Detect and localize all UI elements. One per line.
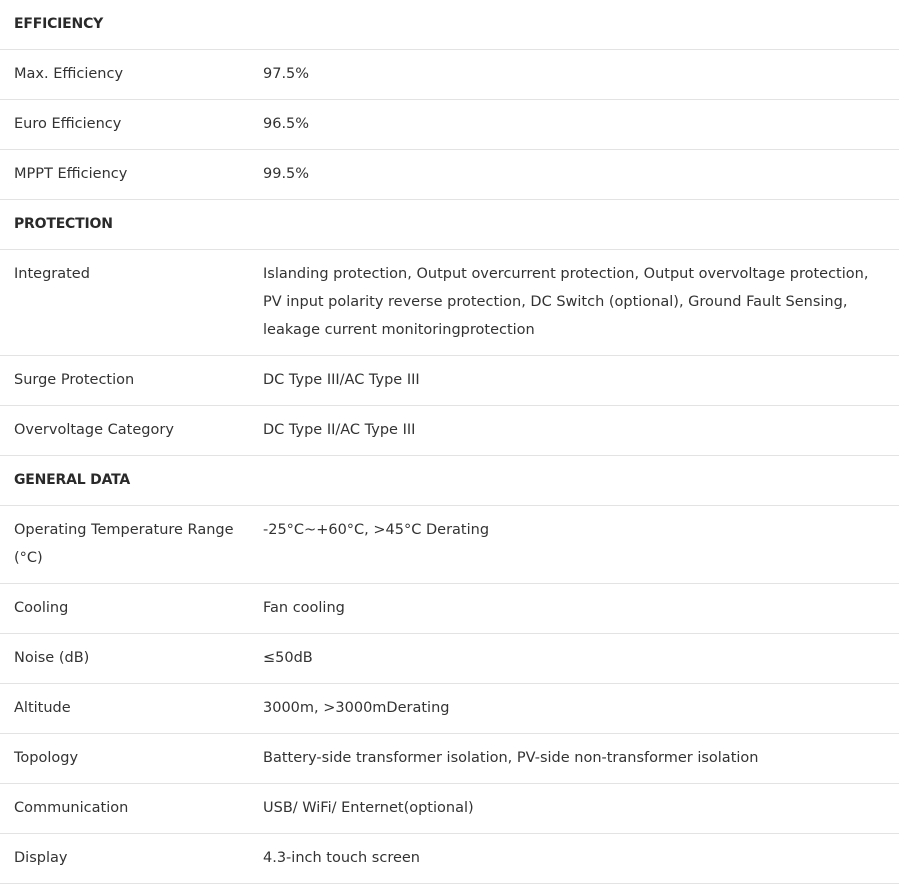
spec-label: Euro Efficiency: [0, 100, 249, 150]
spec-value: ≤50dB: [249, 634, 899, 684]
spec-value: 97.5%: [249, 50, 899, 100]
section-header-general-data: [0, 456, 899, 506]
table-row: [0, 684, 899, 734]
spec-label: Operating Temperature Range (°C): [0, 506, 249, 584]
spec-value: 3000m, >3000mDerating: [249, 684, 899, 734]
spec-value: 99.5%: [249, 150, 899, 200]
spec-value: Fan cooling: [249, 584, 899, 634]
table-row: [0, 834, 899, 884]
section-title: EFFICIENCY: [0, 0, 899, 50]
table-row: [0, 150, 899, 200]
section-title: GENERAL DATA: [0, 456, 899, 506]
spec-label: Max. Efficiency: [0, 50, 249, 100]
table-row: [0, 406, 899, 456]
spec-label: Overvoltage Category: [0, 406, 249, 456]
spec-value: DC Type III/AC Type III: [249, 356, 899, 406]
table-row: [0, 50, 899, 100]
table-row: [0, 734, 899, 784]
table-row: [0, 584, 899, 634]
section-header-protection: [0, 200, 899, 250]
spec-label: Altitude: [0, 684, 249, 734]
spec-label: Integrated: [0, 250, 249, 356]
spec-value: 4.3-inch touch screen: [249, 834, 899, 884]
section-header-efficiency: [0, 0, 899, 50]
table-row: [0, 634, 899, 684]
spec-label: Noise (dB): [0, 634, 249, 684]
table-row: [0, 100, 899, 150]
spec-label: Cooling: [0, 584, 249, 634]
table-row: [0, 506, 899, 584]
spec-value: Islanding protection, Output overcurrent protection, Output overvoltage protection, PV input polarity reverse protection, DC Switch (optional), Ground Fault Sensing, leakage current monitoringprotection: [249, 250, 899, 356]
section-title: PROTECTION: [0, 200, 899, 250]
spec-value: -25°C~+60°C, >45°C Derating: [249, 506, 899, 584]
spec-label: Topology: [0, 734, 249, 784]
table-row: [0, 356, 899, 406]
spec-value: 96.5%: [249, 100, 899, 150]
spec-label: Display: [0, 834, 249, 884]
spec-label: MPPT Efficiency: [0, 150, 249, 200]
spec-value: USB/ WiFi/ Enternet(optional): [249, 784, 899, 834]
spec-label: Surge Protection: [0, 356, 249, 406]
spec-value: DC Type II/AC Type III: [249, 406, 899, 456]
spec-label: Communication: [0, 784, 249, 834]
table-row: [0, 250, 899, 356]
spec-value: Battery-side transformer isolation, PV-side non-transformer isolation: [249, 734, 899, 784]
table-row: [0, 784, 899, 834]
